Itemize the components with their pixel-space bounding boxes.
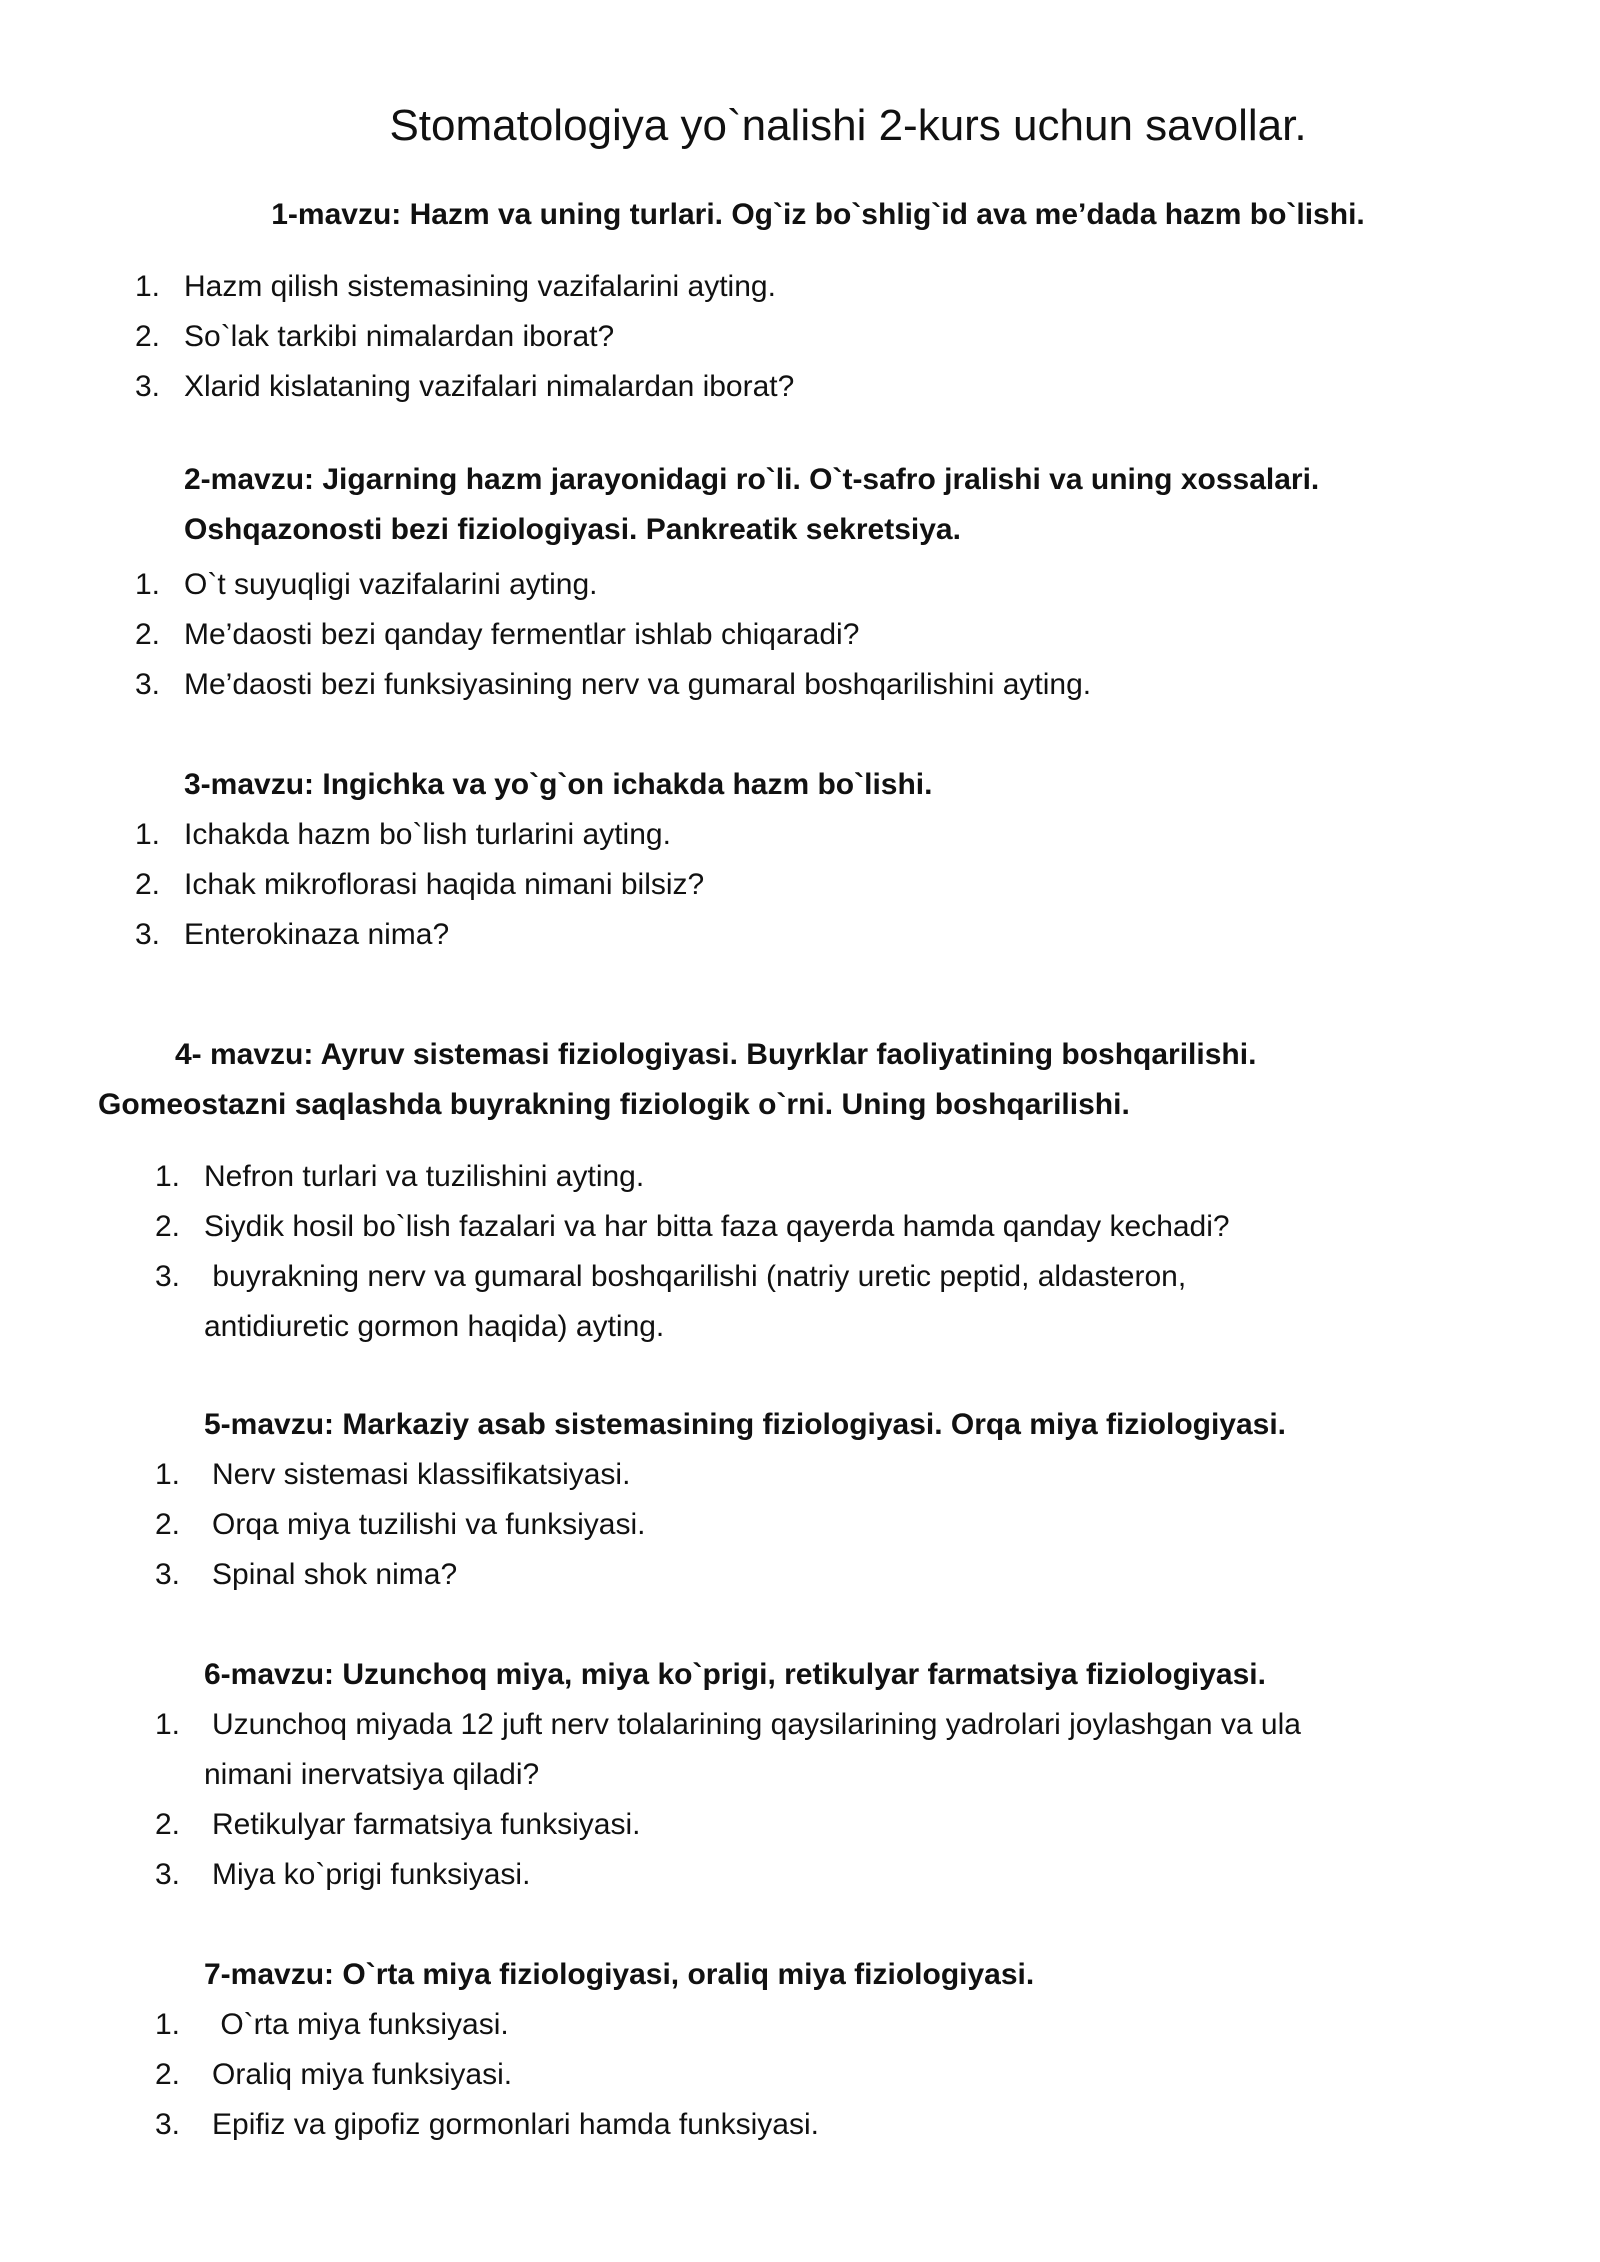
question-text: nimani inervatsiya qiladi? <box>204 1758 540 1791</box>
question-number: 3. <box>154 2108 180 2141</box>
topic-heading: 7-mavzu: O`rta miya fiziologiyasi, oraliq miya fiziologiyasi. <box>204 1958 1035 1991</box>
question-text: Me’daosti bezi funksiyasining nerv va gumaral boshqarilishini ayting. <box>184 668 1092 701</box>
question-text: Uzunchoq miyada 12 juft nerv tolalarining qaysilarining yadrolari joylashgan va ula <box>212 1708 1301 1741</box>
topic-heading: 4- mavzu: Ayruv sistemasi fiziologiyasi. Buyrklar faoliyatining boshqarilishi. <box>175 1038 1257 1071</box>
question-number: 1. <box>134 568 160 601</box>
question-number: 2. <box>154 1808 180 1841</box>
topic-heading: Oshqazonosti bezi fiziologiyasi. Pankreatik sekretsiya. <box>184 513 961 546</box>
question-text: buyrakning nerv va gumaral boshqarilishi (natriy uretic peptid, aldasteron, <box>204 1260 1187 1293</box>
question-number: 1. <box>154 2008 180 2041</box>
topic-heading: Gomeostazni saqlashda buyrakning fiziologik o`rni. Uning boshqarilishi. <box>98 1088 1130 1121</box>
question-number: 2. <box>134 320 160 353</box>
question-number: 3. <box>134 668 160 701</box>
question-number: 1. <box>134 270 160 303</box>
question-number: 3. <box>154 1858 180 1891</box>
question-number: 1. <box>154 1708 180 1741</box>
question-text: Spinal shok nima? <box>212 1558 458 1591</box>
question-number: 2. <box>154 2058 180 2091</box>
question-text: Oraliq miya funksiyasi. <box>212 2058 513 2091</box>
question-number: 3. <box>154 1260 180 1293</box>
topic-heading: 2-mavzu: Jigarning hazm jarayonidagi ro`li. O`t-safro jralishi va uning xossalari. <box>184 463 1320 496</box>
question-text: O`rta miya funksiyasi. <box>212 2008 509 2041</box>
question-text: O`t suyuqligi vazifalarini ayting. <box>184 568 598 601</box>
topic-heading: 3-mavzu: Ingichka va yo`g`on ichakda hazm bo`lishi. <box>184 768 933 801</box>
question-text: Me’daosti bezi qanday fermentlar ishlab chiqaradi? <box>184 618 860 651</box>
question-number: 3. <box>134 918 160 951</box>
question-number: 2. <box>154 1508 180 1541</box>
question-text: Orqa miya tuzilishi va funksiyasi. <box>212 1508 646 1541</box>
question-number: 2. <box>134 618 160 651</box>
question-text: Ichakda hazm bo`lish turlarini ayting. <box>184 818 671 851</box>
question-text: Nerv sistemasi klassifikatsiyasi. <box>212 1458 631 1491</box>
question-text: Enterokinaza nima? <box>184 918 450 951</box>
question-text: Xlarid kislataning vazifalari nimalardan iborat? <box>184 370 795 403</box>
question-text: Ichak mikroflorasi haqida nimani bilsiz? <box>184 868 705 901</box>
question-number: 2. <box>154 1210 180 1243</box>
question-text: Hazm qilish sistemasining vazifalarini ayting. <box>184 270 776 303</box>
question-number: 1. <box>134 818 160 851</box>
question-number: 3. <box>154 1558 180 1591</box>
question-number: 2. <box>134 868 160 901</box>
question-text: Siydik hosil bo`lish fazalari va har bitta faza qayerda hamda qanday kechadi? <box>204 1210 1230 1243</box>
question-text: So`lak tarkibi nimalardan iborat? <box>184 320 615 353</box>
question-text: antidiuretic gormon haqida) ayting. <box>204 1310 665 1343</box>
topic-heading: 6-mavzu: Uzunchoq miya, miya ko`prigi, retikulyar farmatsiya fiziologiyasi. <box>204 1658 1266 1691</box>
question-text: Miya ko`prigi funksiyasi. <box>212 1858 531 1891</box>
question-number: 3. <box>134 370 160 403</box>
question-text: Retikulyar farmatsiya funksiyasi. <box>212 1808 641 1841</box>
topic-heading: 5-mavzu: Markaziy asab sistemasining fiziologiyasi. Orqa miya fiziologiyasi. <box>204 1408 1287 1441</box>
question-number: 1. <box>154 1458 180 1491</box>
question-number: 1. <box>154 1160 180 1193</box>
question-text: Epifiz va gipofiz gormonlari hamda funksiyasi. <box>212 2108 819 2141</box>
topic-heading: 1-mavzu: Hazm va uning turlari. Og`iz bo`shlig`id ava me’dada hazm bo`lishi. <box>271 198 1365 231</box>
question-text: Nefron turlari va tuzilishini ayting. <box>204 1160 645 1193</box>
page-title: Stomatologiya yo`nalishi 2-kurs uchun savollar. <box>389 101 1307 150</box>
